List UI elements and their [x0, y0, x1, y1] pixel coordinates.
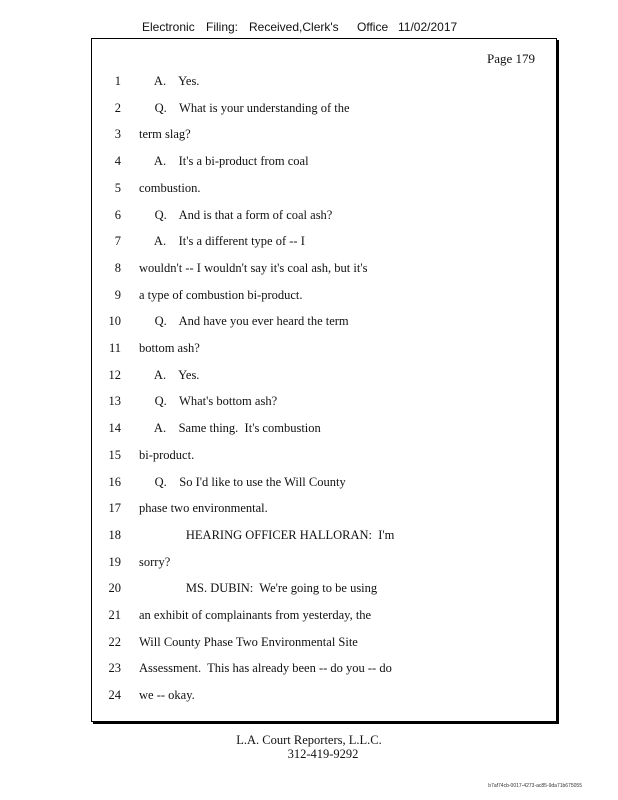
line-text: Q. What's bottom ash?: [139, 394, 278, 409]
line-text: A. It's a different type of -- I: [139, 234, 305, 249]
line-text: MS. DUBIN: We're going to be using: [139, 581, 378, 596]
transcript-line: [92, 234, 556, 254]
filing-header-word-office: Office: [357, 20, 389, 34]
line-number: 3: [114, 127, 121, 142]
line-text: A. Yes.: [139, 74, 200, 88]
line-text: bottom ash?: [139, 341, 200, 355]
line-number: 12: [108, 367, 121, 382]
line-text: Q. So I'd like to use the Will County: [139, 474, 346, 489]
transcript-line: [92, 448, 556, 468]
line-text: A. Yes.: [139, 367, 200, 382]
line-number: 11: [108, 341, 121, 355]
transcript-line: [92, 181, 556, 201]
line-text: term slag?: [139, 127, 191, 142]
line-number: 9: [114, 287, 121, 302]
line-number: 10: [108, 314, 121, 329]
line-number: 7: [114, 234, 121, 249]
line-number: 18: [108, 527, 121, 542]
line-number: 20: [108, 581, 121, 596]
filing-header-word-received: Received,Clerk's: [249, 20, 339, 34]
transcript-line: [92, 555, 556, 575]
line-text: combustion.: [139, 180, 201, 195]
line-number: 19: [108, 554, 121, 569]
line-number: 21: [108, 608, 121, 622]
transcript-line: [92, 661, 556, 681]
footer-company: L.A. Court Reporters, L.L.C.: [236, 733, 382, 747]
filing-header-word-filing: Filing:: [206, 20, 239, 34]
footer-phone: 312-419-9292: [287, 747, 359, 761]
transcript-line: [92, 208, 556, 228]
line-number: 24: [108, 688, 121, 703]
transcript-line: [92, 127, 556, 147]
line-number: 14: [108, 421, 121, 436]
line-text: Assessment. This has already been -- do you -- do: [139, 661, 392, 676]
line-number: 1: [114, 74, 121, 88]
line-number: 15: [108, 447, 121, 462]
transcript-line: [92, 475, 556, 495]
line-text: A. Same thing. It's combustion: [139, 421, 321, 436]
line-text: Will County Phase Two Environmental Site: [139, 634, 358, 649]
transcript-line: [92, 101, 556, 121]
transcript-page: [91, 38, 557, 722]
line-number: 23: [108, 661, 121, 676]
line-text: Q. And is that a form of coal ash?: [139, 207, 333, 222]
transcript-line: [92, 288, 556, 308]
line-text: Q. What is your understanding of the: [139, 100, 350, 115]
line-text: A. It's a bi-product from coal: [139, 154, 309, 169]
transcript-line: [92, 608, 556, 628]
line-text: wouldn't -- I wouldn't say it's coal ash, but it's: [139, 260, 368, 275]
line-text: Q. And have you ever heard the term: [139, 314, 349, 329]
line-text: HEARING OFFICER HALLORAN: I'm: [139, 527, 395, 542]
filing-header: [0, 20, 618, 36]
transcript-line: [92, 261, 556, 281]
transcript-line: [92, 688, 556, 708]
transcript-line: [92, 74, 556, 94]
transcript-line: [92, 528, 556, 548]
line-number: 16: [108, 474, 121, 489]
line-number: 13: [108, 394, 121, 409]
transcript-line: [92, 368, 556, 388]
line-text: phase two environmental.: [139, 501, 268, 516]
transcript-line: [92, 154, 556, 174]
line-number: 17: [108, 501, 121, 516]
transcript-line: [92, 314, 556, 334]
transcript-line: [92, 421, 556, 441]
line-number: 4: [114, 154, 121, 169]
line-text: a type of combustion bi-product.: [139, 287, 303, 302]
filing-header-date: 11/02/2017: [398, 20, 458, 34]
line-text: sorry?: [139, 554, 171, 569]
document-id: b7af74cb-0017-4273-ac85-9da71b675055: [488, 783, 582, 789]
page-number: Page 179: [486, 51, 535, 66]
transcript-line: [92, 501, 556, 521]
filing-header-word-electronic: Electronic: [142, 20, 195, 34]
transcript-line: [92, 581, 556, 601]
line-text: bi-product.: [139, 447, 195, 462]
transcript-line: [92, 635, 556, 655]
line-number: 2: [114, 100, 121, 115]
transcript-line: [92, 394, 556, 414]
line-text: we -- okay.: [139, 688, 195, 703]
line-number: 5: [114, 180, 121, 195]
line-number: 8: [114, 260, 121, 275]
line-text: an exhibit of complainants from yesterday, the: [139, 608, 372, 622]
line-number: 6: [114, 207, 121, 222]
line-number: 22: [108, 634, 121, 649]
transcript-line: [92, 341, 556, 361]
